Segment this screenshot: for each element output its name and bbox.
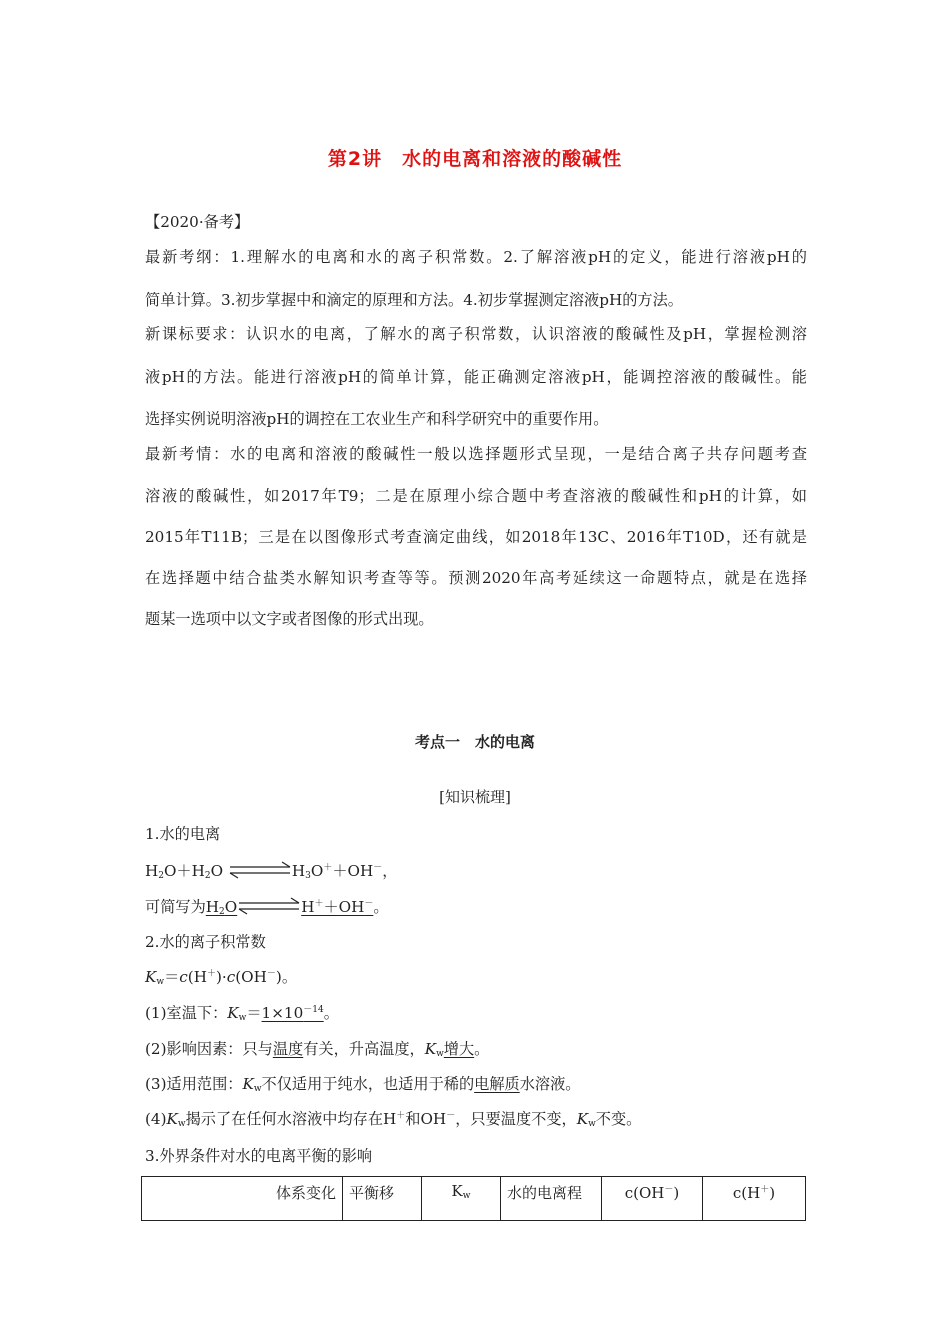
table-header-cell: c(OH－)	[602, 1177, 703, 1221]
point-1-room-temp: (1)室温下：$K_w=1\times 10^{-14}$。	[145, 1004, 339, 1023]
header-line-3: 新课标要求：认识水的电离，了解水的离子积常数，认识溶液的酸碱性及pH，掌握检测溶	[145, 325, 807, 343]
point-3-scope: (3)适用范围：$K_w$不仅适用于纯水，也适用于稀的电解质水溶液。	[145, 1075, 581, 1094]
kw-definition: $K_w=c(H^+)\cdot c(OH^-)$。	[145, 968, 298, 987]
item-3-heading: 3.外界条件对水的电离平衡的影响	[145, 1147, 373, 1165]
table-header-row	[142, 1177, 806, 1221]
header-line-7: 溶液的酸碱性，如2017年T9；二是在原理小综合题中考查溶液的酸碱性和pH的计算，如	[145, 487, 807, 505]
point-4-reveals: $(4)K_w$揭示了在任何水溶液中均存在H＋和OH－，只要温度不变，$K_w$不变。	[145, 1110, 642, 1129]
table-header-cell: $K_w$	[422, 1177, 501, 1221]
header-line-5: 选择实例说明溶液pH的调控在工农业生产和科学研究中的重要作用。	[145, 410, 609, 428]
table-header-cell: 水的电离程	[501, 1177, 602, 1221]
header-line-4: 液pH的方法。能进行溶液pH的简单计算，能正确测定溶液pH，能调控溶液的酸碱性。能	[145, 368, 807, 386]
equilibrium-arrow-icon	[237, 897, 301, 915]
section-subtitle: [知识梳理]	[439, 788, 511, 806]
item-2-heading: 2.水的离子积常数	[145, 933, 266, 951]
table-header-cell: c(H＋)	[703, 1177, 806, 1221]
table-header-cell: 体系变化	[142, 1177, 343, 1221]
equilibrium-arrow-icon	[228, 861, 292, 879]
conditions-table	[141, 1176, 806, 1221]
header-line-9: 在选择题中结合盐类水解知识考查等等。预测2020年高考延续这一命题特点，就是在选择	[145, 569, 807, 587]
prep-tag: 【2020·备考】	[145, 213, 250, 231]
equation-water-ionization: $H_2O+H_2O$ $H_3O^++OH^-$，	[145, 862, 398, 881]
header-line-1: 最新考纲：1.理解水的电离和水的离子积常数。2.了解溶液pH的定义，能进行溶液pH的	[145, 248, 807, 266]
header-line-6: 最新考情：水的电离和溶液的酸碱性一般以选择题形式呈现，一是结合离子共存问题考查	[145, 445, 807, 463]
section-title: 考点一 水的电离	[414, 733, 535, 751]
header-line-10: 题某一选项中以文字或者图像的形式出现。	[145, 610, 434, 628]
point-2-factors: (2)影响因素：只与温度有关，升高温度，$K_w$增大。	[145, 1040, 490, 1059]
table-header-cell: 平衡移	[343, 1177, 422, 1221]
equation-simplified: 可简写为$H_2O$ H＋＋OH－。	[145, 898, 389, 917]
page-title: 第2讲 水的电离和溶液的酸碱性	[327, 148, 623, 170]
header-line-2: 简单计算。3.初步掌握中和滴定的原理和方法。4.初步掌握测定溶液pH的方法。	[145, 291, 683, 309]
header-line-8: 2015年T11B；三是在以图像形式考查滴定曲线，如2018年13C、2016年T10D，还有就是	[145, 528, 807, 546]
item-1-heading: 1.水的电离	[145, 825, 221, 843]
